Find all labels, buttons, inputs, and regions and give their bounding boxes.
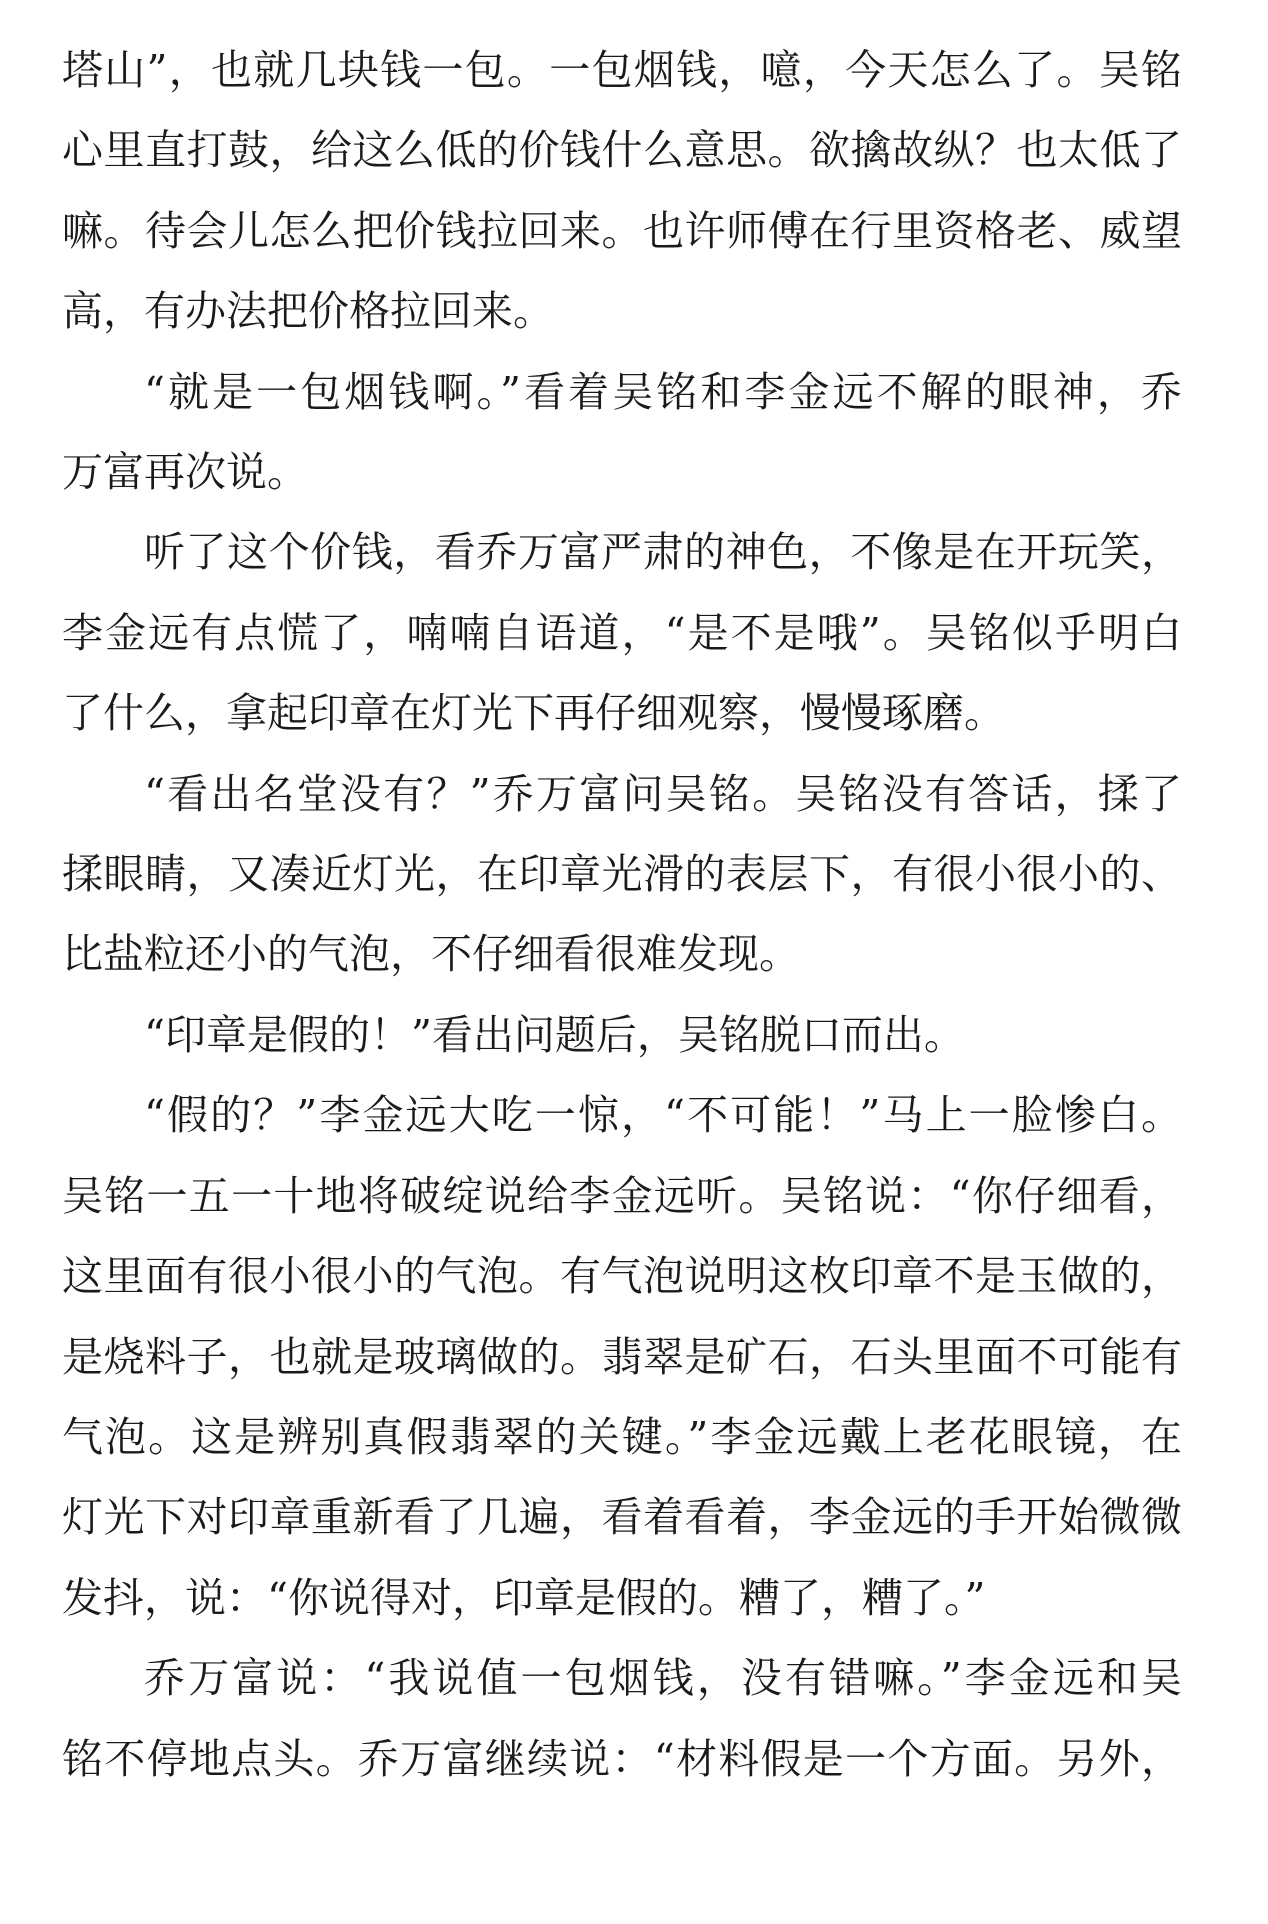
text-line: “假的？”李金远大吃一惊，“不可能！”马上一脸惨白。 bbox=[144, 1091, 1182, 1140]
text-line: “就是一包烟钱啊。”看着吴铭和李金远不解的眼神，乔 bbox=[144, 367, 1182, 416]
text-line: 乔万富说：“我说值一包烟钱，没有错嘛。”李金远和吴 bbox=[144, 1654, 1182, 1703]
paragraph bbox=[62, 512, 1182, 753]
text-line: 铭不停地点头。乔万富继续说：“材料假是一个方面。另外， bbox=[62, 1734, 1182, 1783]
text-line: 气泡。这是辨别真假翡翠的关键。”李金远戴上老花眼镜，在 bbox=[62, 1412, 1182, 1461]
text-line: 高，有办法把价格拉回来。 bbox=[62, 287, 554, 336]
text-line: 灯光下对印章重新看了几遍，看着看着，李金远的手开始微微 bbox=[62, 1493, 1182, 1542]
paragraph bbox=[62, 352, 1182, 513]
text-line: 听了这个价钱，看乔万富严肃的神色，不像是在开玩笑， bbox=[144, 528, 1182, 577]
paragraph bbox=[62, 30, 1182, 352]
text-line: “印章是假的！”看出问题后，吴铭脱口而出。 bbox=[144, 1010, 965, 1059]
text-line: 了什么，拿起印章在灯光下再仔细观察，慢慢琢磨。 bbox=[62, 689, 1005, 738]
text-line: 是烧料子，也就是玻璃做的。翡翠是矿石，石头里面不可能有 bbox=[62, 1332, 1182, 1381]
paragraph bbox=[62, 1075, 1182, 1638]
paragraph bbox=[62, 754, 1182, 995]
text-line: “看出名堂没有？”乔万富问吴铭。吴铭没有答话，揉了 bbox=[144, 769, 1182, 818]
text-line: 发抖，说：“你说得对，印章是假的。糟了，糟了。” bbox=[62, 1573, 986, 1622]
text-line: 心里直打鼓，给这么低的价钱什么意思。欲擒故纵？也太低了 bbox=[62, 126, 1182, 175]
text-line: 嘛。待会儿怎么把价钱拉回来。也许师傅在行里资格老、威望 bbox=[62, 206, 1182, 255]
text-line: 比盐粒还小的气泡，不仔细看很难发现。 bbox=[62, 930, 800, 979]
paragraph bbox=[62, 1638, 1182, 1799]
article-body bbox=[62, 30, 1182, 1799]
paragraph bbox=[62, 995, 1182, 1075]
text-line: 这里面有很小很小的气泡。有气泡说明这枚印章不是玉做的， bbox=[62, 1252, 1182, 1301]
text-line: 李金远有点慌了，喃喃自语道，“是不是哦”。吴铭似乎明白 bbox=[62, 608, 1182, 657]
text-line: 揉眼睛，又凑近灯光，在印章光滑的表层下，有很小很小的、 bbox=[62, 850, 1182, 899]
text-line: 万富再次说。 bbox=[62, 448, 308, 497]
text-line: 吴铭一五一十地将破绽说给李金远听。吴铭说：“你仔细看， bbox=[62, 1171, 1182, 1220]
text-line: 塔山”，也就几块钱一包。一包烟钱，噫，今天怎么了。吴铭 bbox=[62, 46, 1182, 94]
